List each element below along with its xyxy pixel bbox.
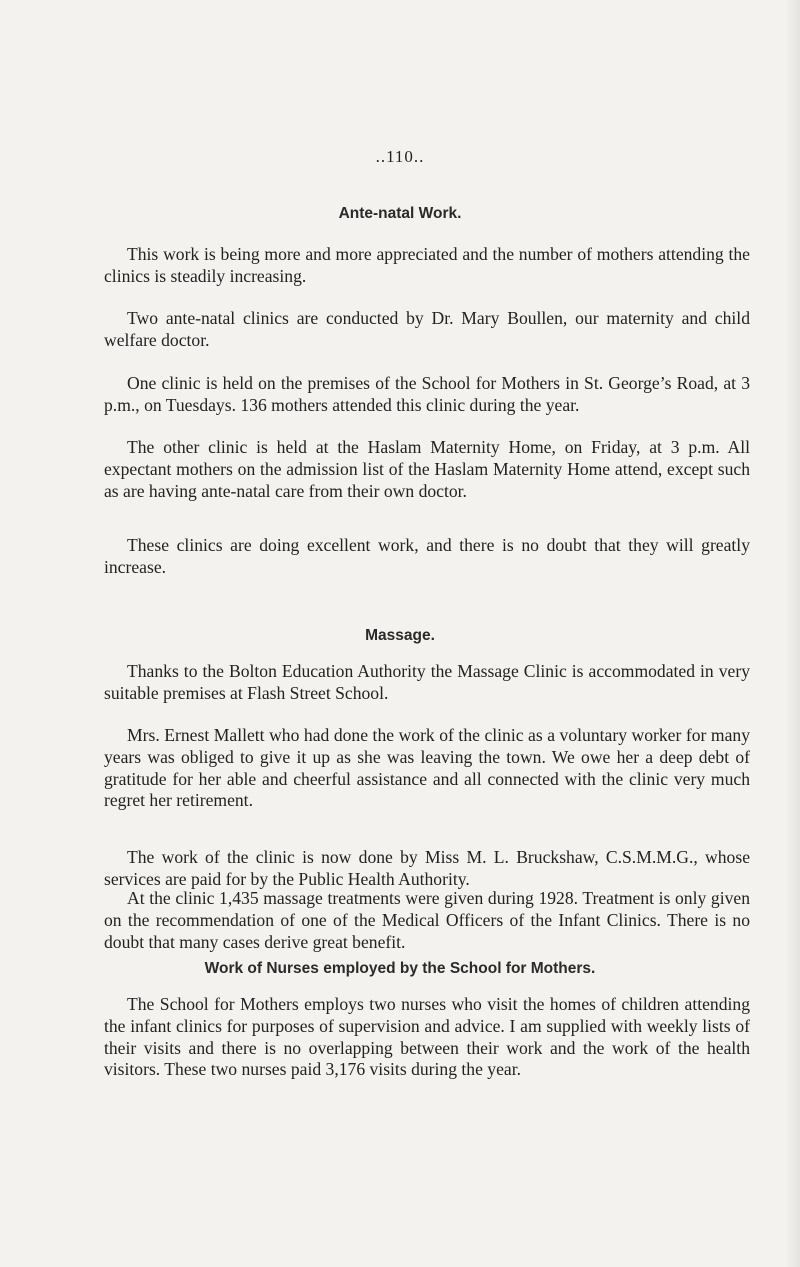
paragraph: The other clinic is held at the Haslam Maternity Home, on Friday, at 3 p.m. All expectant mothers on the admission list of the Haslam Maternity Home attend, except such as are having ante-natal care from their own doctor. [104, 437, 750, 501]
paragraph: Two ante-natal clinics are conducted by Dr. Mary Boullen, our maternity and child welfare doctor. [104, 308, 750, 350]
paragraph: This work is being more and more appreciated and the number of mothers attending the clinics is steadily increasing. [104, 244, 750, 286]
paragraph: One clinic is held on the premises of the School for Mothers in St. George’s Road, at 3 p.m., on Tuesdays. 136 mothers attended this clinic during the year. [104, 373, 750, 415]
page-edge-shadow [786, 0, 800, 1267]
paragraph: The work of the clinic is now done by Miss M. L. Bruckshaw, C.S.M.M.G., whose services are paid for by the Public Health Authority. [104, 847, 750, 889]
paragraph: Mrs. Ernest Mallett who had done the work of the clinic as a voluntary worker for many years was obliged to give it up as she was leaving the town. We owe her a deep debt of gratitude for her able and cheerful assistance and all connected with the clinic very much regret her retirement. [104, 725, 750, 811]
section-heading-massage: Massage. [365, 627, 435, 644]
paragraph: The School for Mothers employs two nurses who visit the homes of children attending the infant clinics for purposes of supervision and advice. I am supplied with weekly lists of their visits and there is no overlapping between their work and the work of the health visitors. These two nurses paid 3,176 visits during the year. [104, 994, 750, 1080]
paragraph: At the clinic 1,435 massage treatments were given during 1928. Treatment is only given on the recommendation of one of the Medical Officers of the Infant Clinics. There is no doubt that many cases derive great benefit. [104, 888, 750, 952]
page-number: ..110.. [375, 147, 425, 166]
paragraph: These clinics are doing excellent work, and there is no doubt that they will greatly increase. [104, 535, 750, 577]
section-heading-nurses: Work of Nurses employed by the School for Mothers. [204, 960, 596, 977]
paragraph: Thanks to the Bolton Education Authority the Massage Clinic is accommodated in very suitable premises at Flash Street School. [104, 661, 750, 703]
section-heading-ante-natal: Ante-natal Work. [338, 205, 462, 222]
